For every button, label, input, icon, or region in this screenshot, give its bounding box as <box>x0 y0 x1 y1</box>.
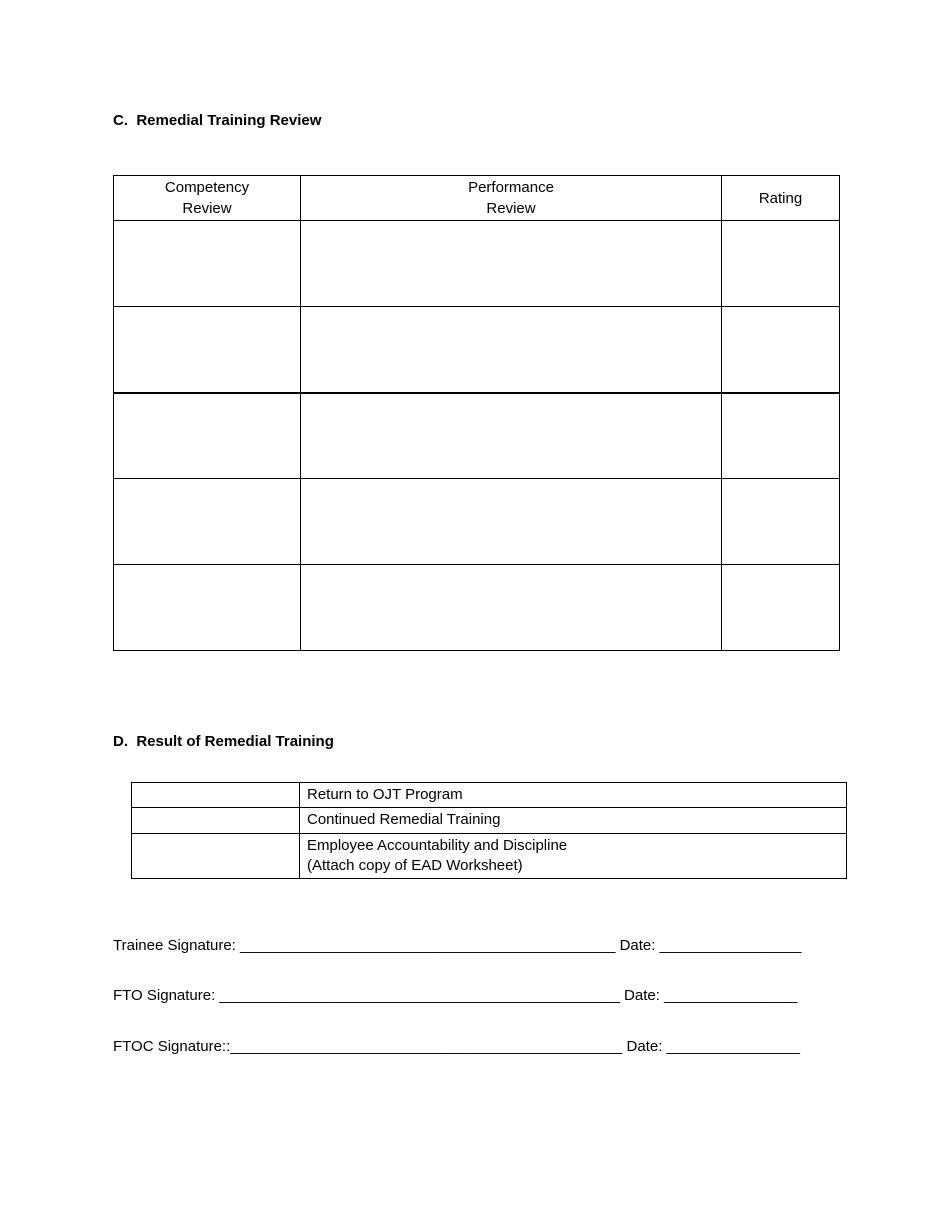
section-d-title: D. Result of Remedial Training <box>113 733 334 750</box>
result-option-row <box>132 783 847 808</box>
performance-cell <box>301 479 722 565</box>
option-checkbox-cell <box>132 808 300 833</box>
review-table-row <box>114 565 840 651</box>
performance-cell <box>301 393 722 479</box>
review-table-row <box>114 479 840 565</box>
review-table-row <box>114 393 840 479</box>
option-label-cell <box>300 833 847 879</box>
rating-cell <box>722 565 840 651</box>
competency-review-header-line1: Competency <box>164 179 250 196</box>
option-label: Return to OJT Program <box>307 786 463 803</box>
review-table-row <box>114 307 840 393</box>
fto-signature-line: FTO Signature: ________________________________________________ Date: ________________ <box>113 987 798 1004</box>
option-label-cell <box>300 783 847 808</box>
performance-review-header-line1: Performance <box>468 179 554 196</box>
rating-cell <box>722 479 840 565</box>
competency-cell <box>114 307 301 393</box>
competency-cell <box>114 393 301 479</box>
result-option-row <box>132 808 847 833</box>
competency-review-header <box>114 176 301 221</box>
option-checkbox-cell <box>132 783 300 808</box>
competency-cell <box>114 221 301 307</box>
review-table-row <box>114 221 840 307</box>
rating-cell <box>722 307 840 393</box>
review-table-header-row <box>114 176 840 221</box>
result-option-row <box>132 833 847 879</box>
remedial-training-review-table <box>113 175 840 651</box>
performance-cell <box>301 221 722 307</box>
option-label-line1: Employee Accountability and Discipline <box>307 836 568 854</box>
option-label-line2: (Attach copy of EAD Worksheet) <box>307 856 523 874</box>
competency-cell <box>114 565 301 651</box>
performance-cell <box>301 307 722 393</box>
performance-cell <box>301 565 722 651</box>
option-label: Continued Remedial Training <box>307 811 501 829</box>
performance-review-header-line2: Review <box>486 200 536 217</box>
rating-cell <box>722 393 840 479</box>
result-of-remedial-training-table <box>131 782 847 879</box>
option-checkbox-cell <box>132 833 300 879</box>
rating-header <box>722 176 840 221</box>
competency-cell <box>114 479 301 565</box>
section-c-title: C. Remedial Training Review <box>113 112 322 129</box>
ftoc-signature-line: FTOC Signature::_______________________________________________ Date: ________________ <box>113 1038 801 1055</box>
performance-review-header <box>301 176 722 221</box>
rating-header-line1: Rating <box>758 189 803 207</box>
competency-review-header-line2: Review <box>182 200 232 217</box>
trainee-signature-line: Trainee Signature: _____________________________________________ Date: _________________ <box>113 937 802 954</box>
rating-cell <box>722 221 840 307</box>
option-label-cell <box>300 808 847 833</box>
